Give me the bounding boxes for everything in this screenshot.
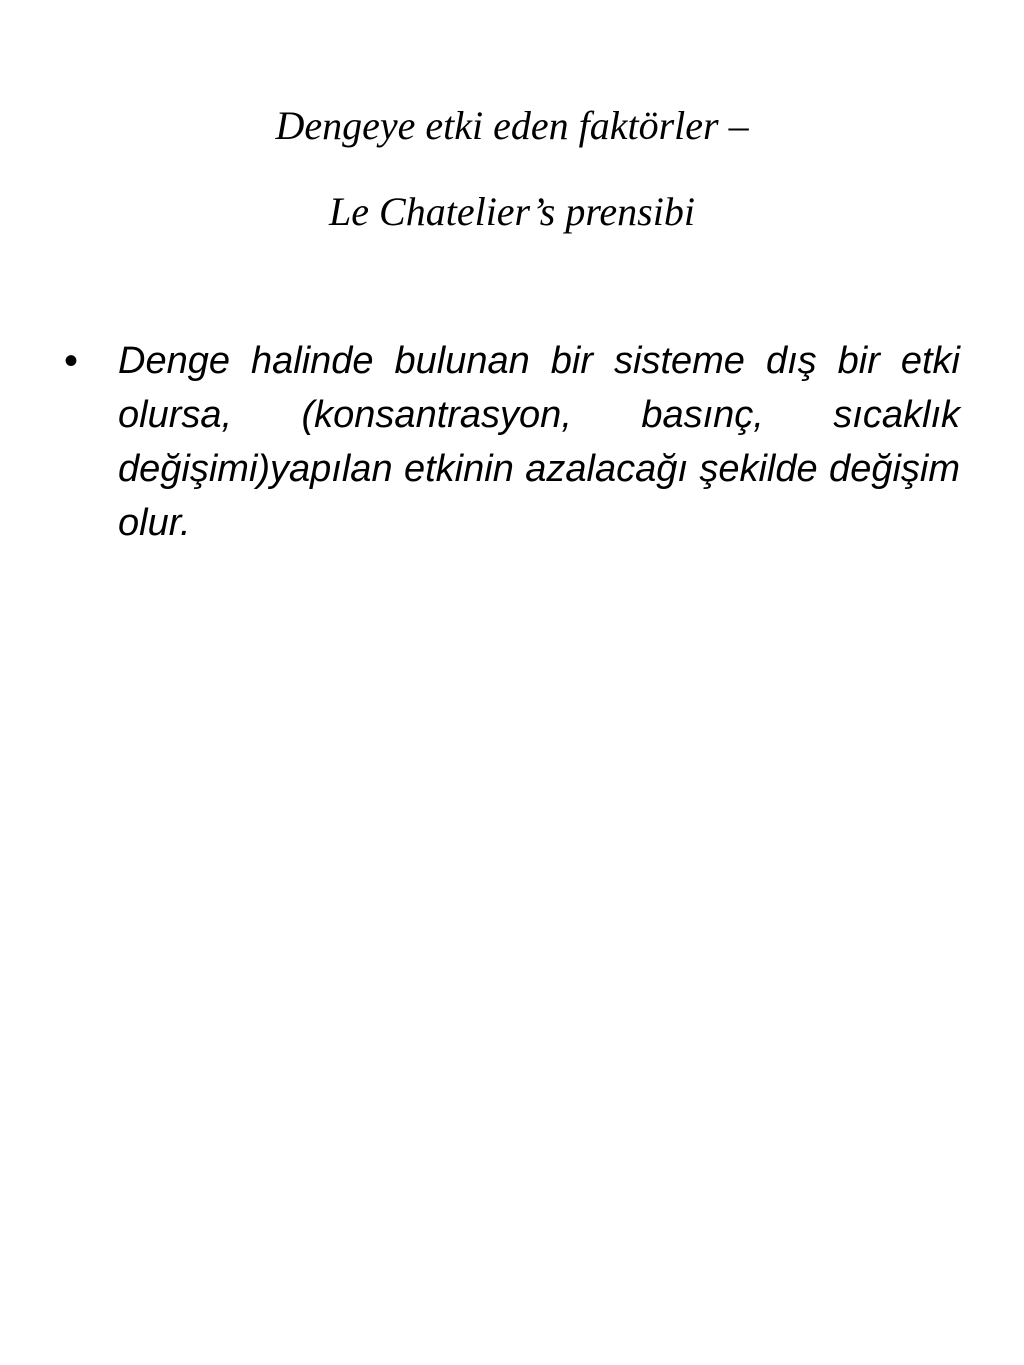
slide-title-line-2: Le Chatelier’s prensibi <box>329 189 695 234</box>
bullet-body-text: Denge halinde bulunan bir sisteme dış bir etki olursa, (konsantrasyon, basınç, sıcaklık değişimi)yapılan etkinin azalacağı şekilde değişim olur. <box>118 340 960 544</box>
slide-title-line-1: Dengeye etki eden faktörler – <box>275 103 749 148</box>
bullet-dot-icon: • <box>64 339 79 383</box>
